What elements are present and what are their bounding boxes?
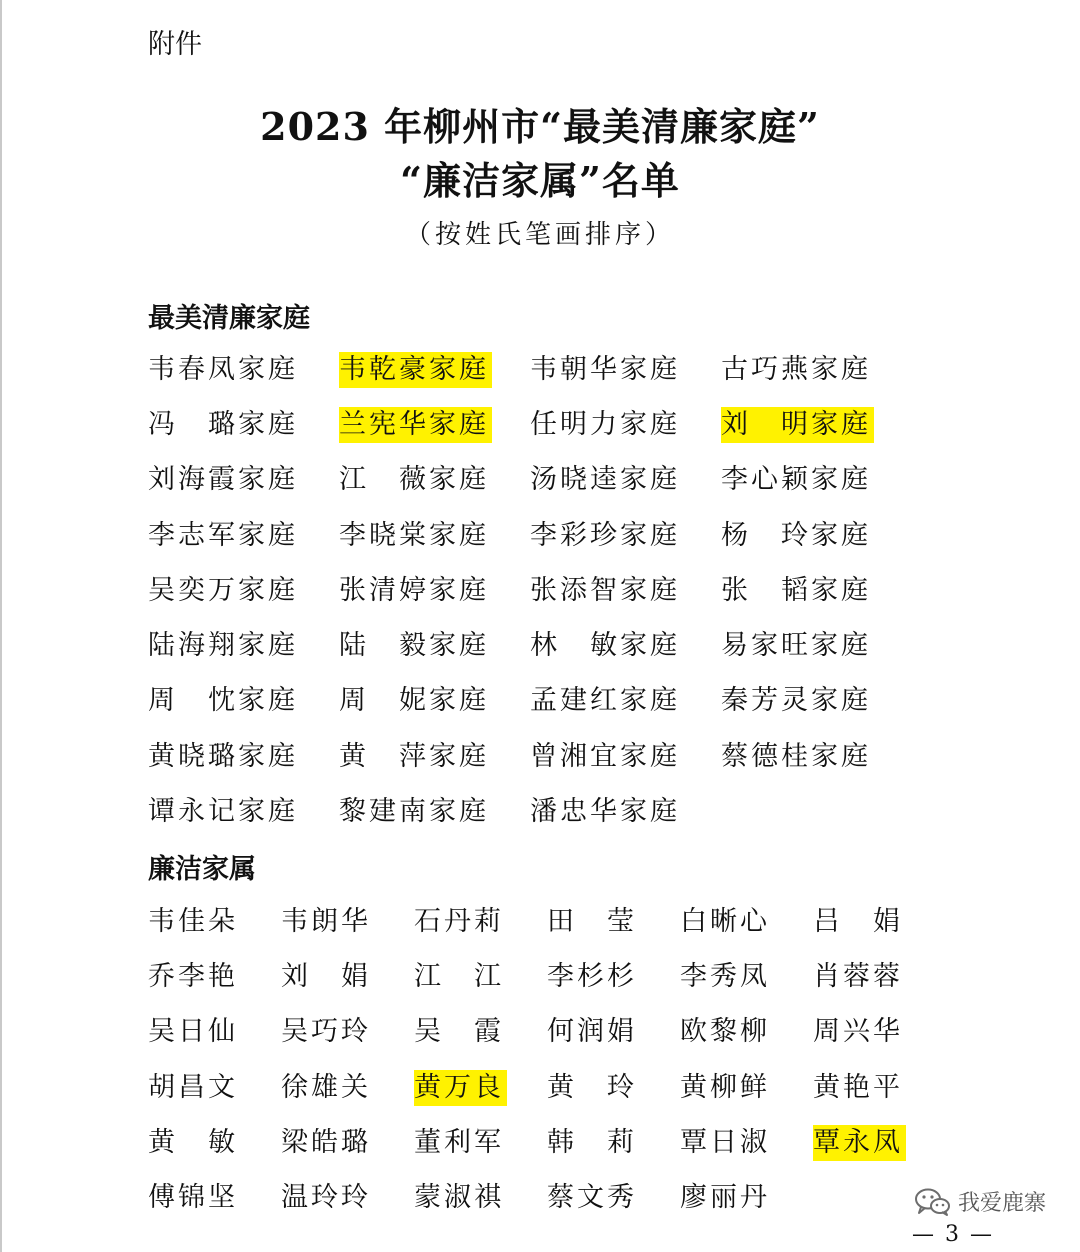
family-name: 李志军家庭 [148,519,298,551]
member-name: 李杉杉 [547,960,637,992]
family-name-cell [530,453,721,508]
family-name-cell [339,729,530,784]
family-name-cell [530,563,721,618]
family-name: 秦芳灵家庭 [721,685,871,717]
family-name: 李晓棠家庭 [339,519,489,551]
document-title-line2: “廉洁家属”名单 [400,158,680,203]
member-name-cell [547,949,680,1004]
member-name-cell [680,1170,813,1225]
member-name: 石丹莉 [414,905,504,937]
family-name: 韦朝华家庭 [530,353,680,385]
family-name: 杨 玲家庭 [721,519,871,551]
family-name-cell [148,508,339,563]
family-name: 李彩珍家庭 [530,519,680,551]
watermark [914,1186,1046,1217]
member-name: 廖丽丹 [680,1182,770,1214]
family-name: 张添智家庭 [530,574,680,606]
member-name-cell [414,1060,547,1115]
family-name: 韦乾豪家庭 [339,352,492,388]
member-name-cell [148,894,281,949]
member-name-cell [680,894,813,949]
families-name-grid [148,342,912,840]
member-name-cell [680,949,813,1004]
family-name-cell [339,397,530,452]
member-name: 覃日淑 [680,1126,770,1158]
member-name-cell [680,1005,813,1060]
attachment-label: 附件 [148,29,202,60]
family-name: 周 忱家庭 [148,685,298,717]
document-subtitle: （按姓氏笔画排序） [404,220,675,250]
member-name: 徐雄关 [281,1071,371,1103]
document-title-line1: 2023 年柳州市“最美清廉家庭” [260,104,820,149]
member-name: 韦朗华 [281,905,371,937]
member-name: 田 莹 [547,905,637,937]
member-name: 韦佳朵 [148,905,238,937]
member-name-cell [680,1060,813,1115]
family-name-cell [530,508,721,563]
member-name: 吴日仙 [148,1016,238,1048]
family-name: 曾湘宜家庭 [530,740,680,772]
member-name: 蔡文秀 [547,1182,637,1214]
family-name: 蔡德桂家庭 [721,740,871,772]
member-name: 黄柳鲜 [680,1071,770,1103]
member-name-cell [148,1170,281,1225]
member-name-cell [414,1115,547,1170]
family-name-cell [148,618,339,673]
family-name-cell [530,342,721,397]
member-name-cell [281,1060,414,1115]
member-name: 肖蓉蓉 [813,960,903,992]
family-name: 黄晓璐家庭 [148,740,298,772]
member-name: 乔李艳 [148,960,238,992]
member-name: 黄 敏 [148,1126,238,1158]
family-name-cell [148,784,339,839]
family-name: 吴奕万家庭 [148,574,298,606]
family-name-cell [721,618,912,673]
member-name-cell [148,949,281,1004]
family-name: 陆海翔家庭 [148,630,298,662]
member-name: 蒙淑祺 [414,1182,504,1214]
section-heading-members: 廉洁家属 [148,854,256,885]
member-name: 韩 莉 [547,1126,637,1158]
member-name: 吕 娟 [813,905,903,937]
member-name-cell [547,1060,680,1115]
family-name: 张清婷家庭 [339,574,489,606]
member-name: 吴 霞 [414,1016,504,1048]
family-name-cell [721,453,912,508]
family-name: 张 韬家庭 [721,574,871,606]
family-name-cell [530,729,721,784]
family-name-cell [721,342,912,397]
family-name: 兰宪华家庭 [339,407,492,443]
family-name: 任明力家庭 [530,408,680,440]
family-name: 刘海霞家庭 [148,464,298,496]
family-name: 潘忠华家庭 [530,796,680,828]
member-name: 欧黎柳 [680,1016,770,1048]
member-name-cell [281,894,414,949]
family-name-cell [339,508,530,563]
member-name-cell [813,1115,946,1170]
member-name-cell [680,1115,813,1170]
family-name-cell [339,342,530,397]
member-name: 何润娟 [547,1016,637,1048]
family-name: 古巧燕家庭 [721,353,871,385]
family-name: 冯 璐家庭 [148,408,298,440]
family-name-cell [530,784,721,839]
member-name: 白晰心 [680,905,770,937]
family-name: 李心颖家庭 [721,464,871,496]
family-name: 谭永记家庭 [148,796,298,828]
member-name-cell [813,894,946,949]
family-name-cell [148,397,339,452]
member-name-cell [414,1005,547,1060]
family-name-cell [339,674,530,729]
family-name: 黎建南家庭 [339,796,489,828]
member-name-cell [813,1060,946,1115]
member-name-cell [547,1170,680,1225]
member-name: 周兴华 [813,1016,903,1048]
member-name: 黄万良 [414,1070,507,1106]
family-name-cell [530,618,721,673]
family-name-cell [148,342,339,397]
member-name-cell [813,1005,946,1060]
member-name: 梁皓璐 [281,1126,371,1158]
family-name: 周 妮家庭 [339,685,489,717]
family-name: 汤晓逵家庭 [530,464,680,496]
family-name: 易家旺家庭 [721,630,871,662]
page-number: — 3 — [912,1222,994,1247]
member-name: 董利军 [414,1126,504,1158]
member-name-cell [547,894,680,949]
member-name-cell [414,949,547,1004]
family-name-cell [530,397,721,452]
member-name-cell [414,894,547,949]
family-name-cell [148,453,339,508]
member-name-cell [281,1115,414,1170]
family-name-cell [530,674,721,729]
member-name: 胡昌文 [148,1071,238,1103]
member-name-cell [414,1170,547,1225]
member-name: 覃永凤 [813,1125,906,1161]
family-name: 韦春凤家庭 [148,353,298,385]
member-name-cell [281,949,414,1004]
family-name: 孟建红家庭 [530,685,680,717]
member-name: 温玲玲 [281,1182,371,1214]
family-name: 江 薇家庭 [339,464,489,496]
family-name-cell [148,674,339,729]
member-name: 刘 娟 [281,960,371,992]
watermark-text: 我爱鹿寨 [957,1191,1046,1216]
family-name-cell [339,453,530,508]
members-name-grid [148,894,946,1226]
member-name: 江 江 [414,960,504,992]
member-name: 黄艳平 [813,1071,903,1103]
family-name: 刘 明家庭 [721,407,874,443]
family-name-cell [339,618,530,673]
member-name: 黄 玲 [547,1071,637,1103]
family-name-cell [721,397,912,452]
member-name-cell [547,1115,680,1170]
member-name-cell [281,1005,414,1060]
member-name: 李秀凤 [680,960,770,992]
family-name-cell [339,563,530,618]
member-name: 吴巧玲 [281,1016,371,1048]
section-heading-families: 最美清廉家庭 [148,303,310,334]
member-name-cell [813,949,946,1004]
family-name-cell [721,508,912,563]
member-name-cell [148,1060,281,1115]
family-name-cell [339,784,530,839]
family-name-cell [721,729,912,784]
member-name-cell [148,1115,281,1170]
family-name-cell [148,563,339,618]
family-name-cell [721,674,912,729]
family-name: 黄 萍家庭 [339,740,489,772]
family-name: 陆 毅家庭 [339,630,489,662]
family-name: 林 敏家庭 [530,630,680,662]
family-name-cell [148,729,339,784]
member-name-cell [148,1005,281,1060]
member-name: 傅锦坚 [148,1182,238,1214]
member-name-cell [281,1170,414,1225]
family-name-cell [721,563,912,618]
wechat-icon [914,1187,952,1217]
member-name-cell [547,1005,680,1060]
